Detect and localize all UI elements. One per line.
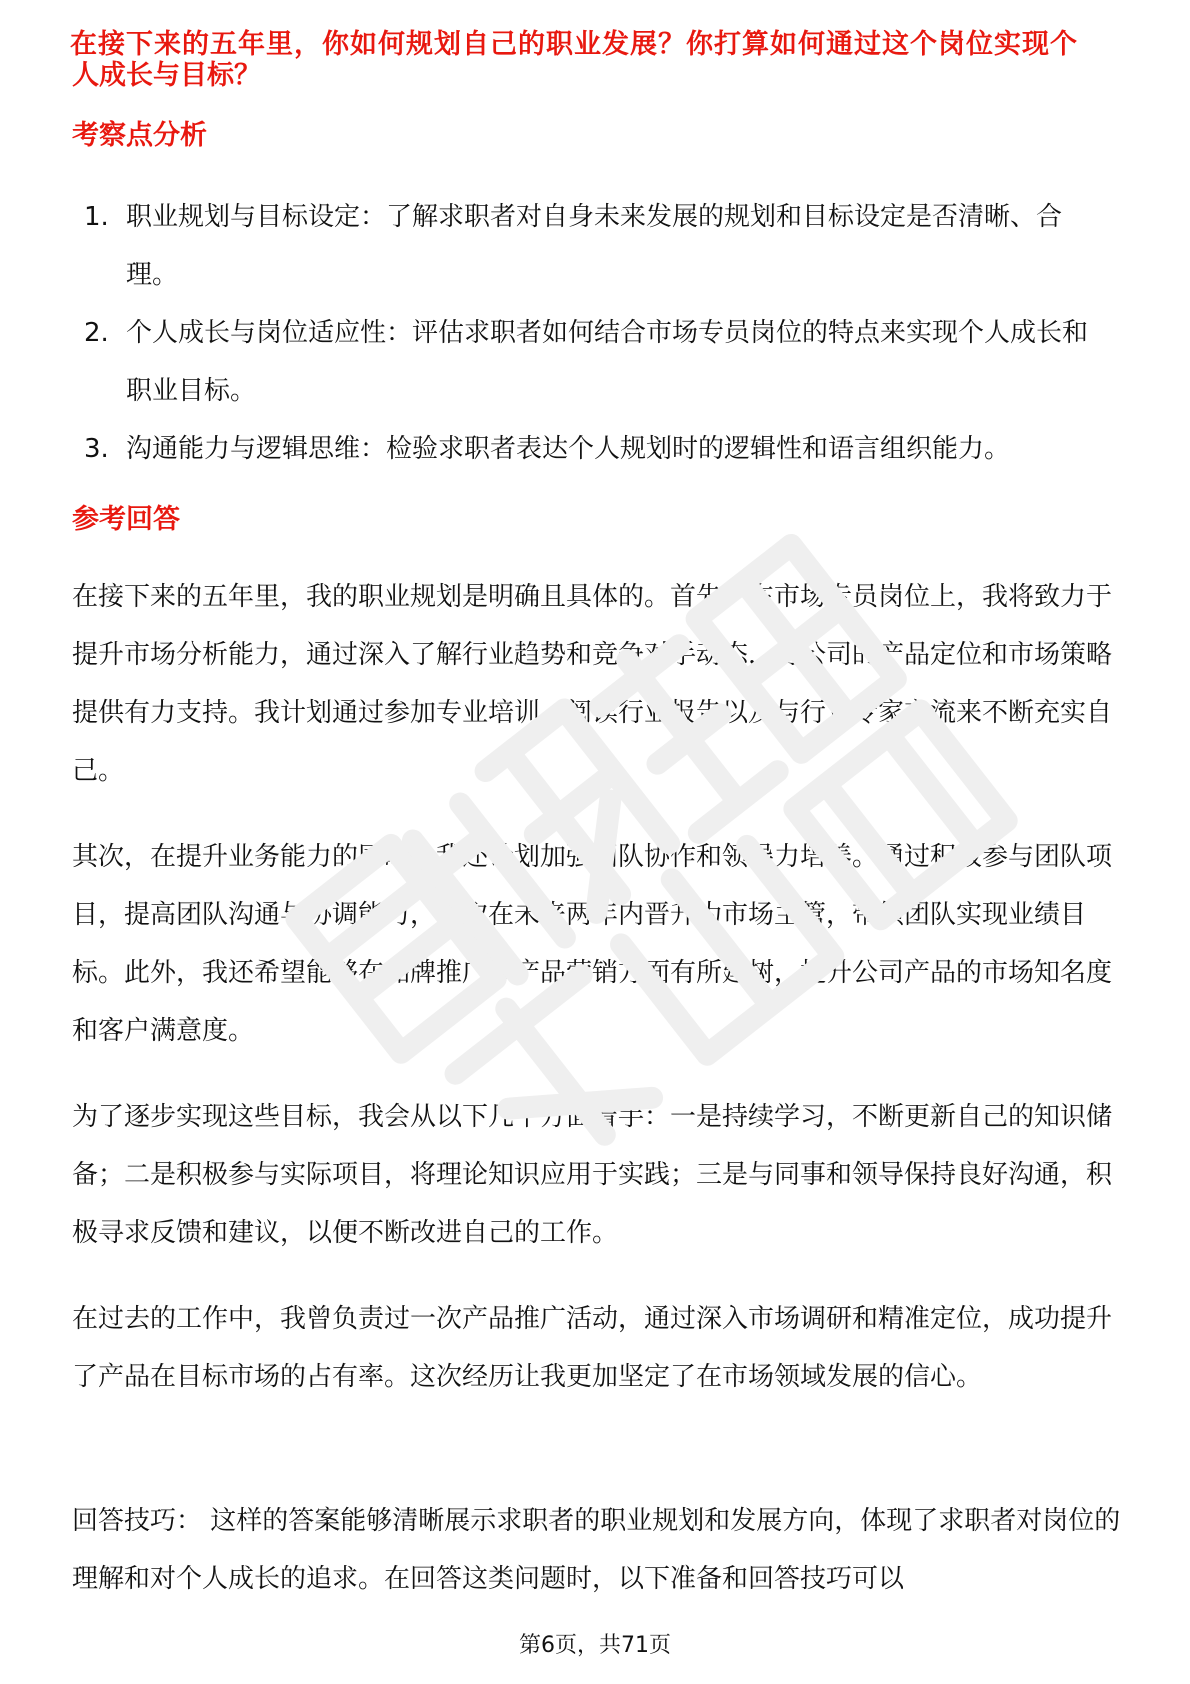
analysis-item [72, 420, 1112, 478]
question-title: 人成长与目标？ [72, 60, 261, 91]
page-footer: 第6页，共71页 [519, 1633, 671, 1658]
analysis-item [72, 188, 1112, 304]
analysis-heading: 考察点分析 [72, 120, 207, 151]
analysis-item-number: 3. [84, 434, 109, 464]
answer-heading: 参考回答 [72, 504, 180, 535]
answer-paragraph: 其次，在提升业务能力的同时，我还计划加强团队协作和领导力培养。通过积极参与团队项目，提高团队沟通与协调能力，争取在未来两年内晋升为市场主管，带领团队实现业绩目标。此外，我还希望能够在品牌推广和产品营销方面有所建树，提升公司产品的市场知名度和客户满意度。 [72, 842, 1113, 1046]
answer-paragraph: 在过去的工作中，我曾负责过一次产品推广活动，通过深入市场调研和精准定位，成功提升了产品在目标市场的占有率。这次经历让我更加坚定了在市场领域发展的信心。 [72, 1304, 1113, 1392]
analysis-item-number: 2. [84, 318, 109, 348]
answer-paragraph: 为了逐步实现这些目标，我会从以下几个方面着手：一是持续学习，不断更新自己的知识储备；二是积极参与实际项目，将理论知识应用于实践；三是与同事和领导保持良好沟通，积极寻求反馈和建议，以便不断改进自己的工作。 [72, 1102, 1113, 1248]
analysis-item-text: 沟通能力与逻辑思维：检验求职者表达个人规划时的逻辑性和语言组织能力。 [126, 434, 1011, 464]
cut-off-question-line [70, 29, 1090, 60]
analysis-item-number: 1. [84, 202, 109, 232]
answer-tips-paragraph: 回答技巧： 这样的答案能够清晰展示求职者的职业规划和发展方向，体现了求职者对岗位的理解和对个人成长的追求。在回答这类问题时，以下准备和回答技巧可以 [72, 1506, 1121, 1594]
analysis-item-text: 个人成长与岗位适应性：评估求职者如何结合市场专员岗位的特点来实现个人成长和职业目标。 [126, 318, 1089, 406]
answer-paragraph: 在接下来的五年里，我的职业规划是明确且具体的。首先，在市场专员岗位上，我将致力于提升市场分析能力，通过深入了解行业趋势和竞争对手动态，为公司的产品定位和市场策略提供有力支持。我计划通过参加专业培训、阅读行业报告以及与行业专家交流来不断充实自己。 [72, 582, 1113, 786]
cut-off-question-text: 在接下来的五年里，你如何规划自己的职业发展？你打算如何通过这个岗位实现个 [70, 29, 1078, 60]
analysis-list [72, 188, 1112, 478]
analysis-item-text: 职业规划与目标设定：了解求职者对自身未来发展的规划和目标设定是否清晰、合理。 [126, 202, 1063, 290]
analysis-item [72, 304, 1112, 420]
